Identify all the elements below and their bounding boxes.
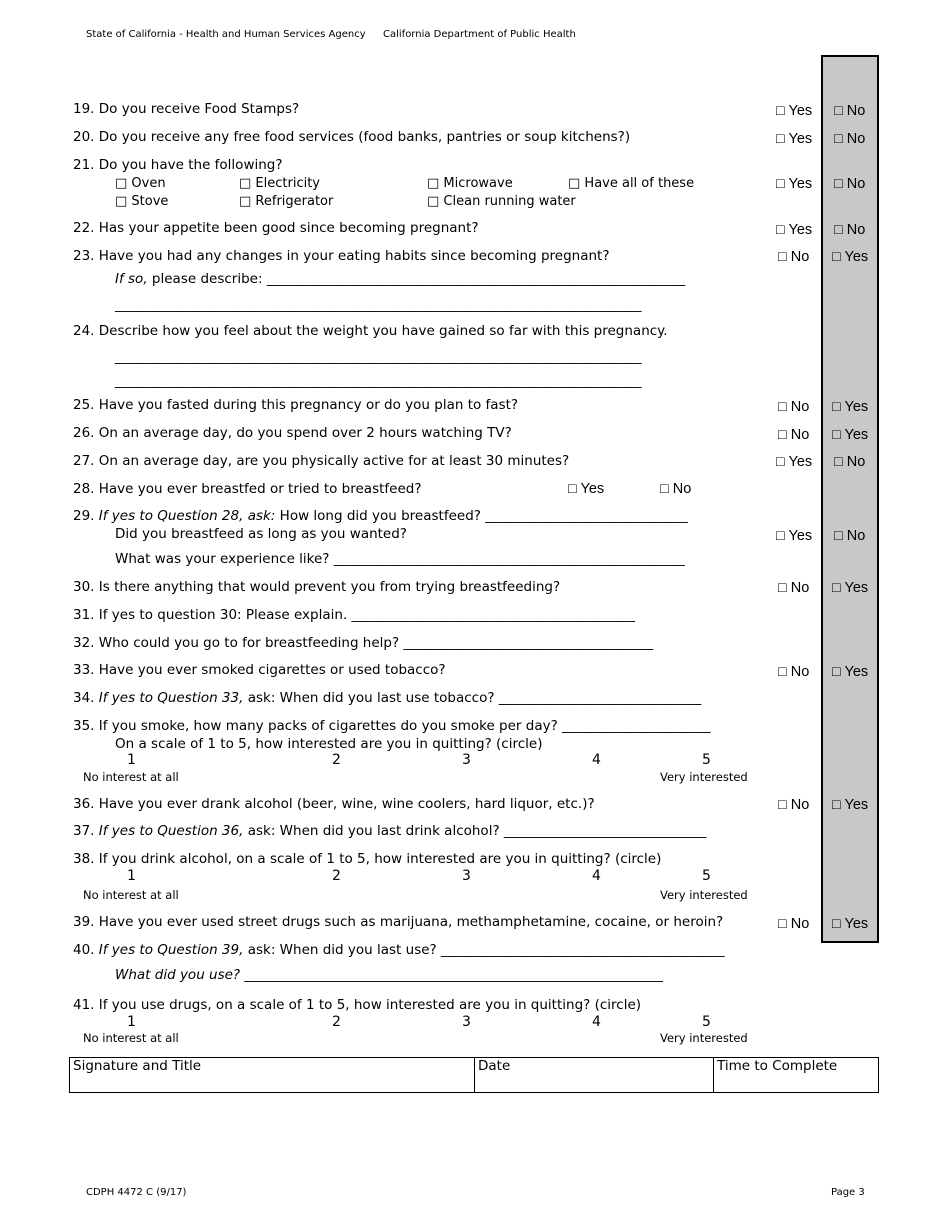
q29-sub-question-2: What was your experience like? ____________________________________________________: [115, 551, 685, 567]
q23-yes-checkbox[interactable]: □ Yes: [832, 249, 869, 265]
q27-yes-checkbox[interactable]: □ Yes: [776, 454, 813, 470]
q35-scale-low-label: No interest at all: [83, 770, 179, 784]
signature-table: [69, 1057, 879, 1093]
q37-text: ask: When did you last drink alcohol? ______________________________: [243, 823, 707, 839]
q35-scale-2[interactable]: 2: [332, 752, 341, 768]
question-32: 32. Who could you go to for breastfeeding help? _____________________________________: [73, 635, 654, 651]
q40-sub-question[interactable]: [115, 967, 663, 983]
question-19: 19. Do you receive Food Stamps?: [73, 101, 300, 117]
q34-number: 34.: [73, 690, 99, 706]
q22-no-checkbox[interactable]: □ No: [834, 222, 866, 238]
q29-text: How long did you breastfeed? ______________________________: [275, 508, 688, 524]
q41-scale-low-label: No interest at all: [83, 1031, 179, 1045]
q23-describe-line[interactable]: [115, 271, 685, 287]
question-28: 28. Have you ever breastfed or tried to breastfeed?: [73, 481, 422, 497]
q38-scale-4[interactable]: 4: [592, 868, 601, 884]
question-24: 24. Describe how you feel about the weight you have gained so far with this pregnancy.: [73, 323, 668, 339]
question-21: 21. Do you have the following?: [73, 157, 283, 173]
q40-number: 40.: [73, 942, 99, 958]
q37-condition: If yes to Question 36,: [98, 823, 244, 839]
q37-number: 37.: [73, 823, 99, 839]
q29-yes-checkbox[interactable]: □ Yes: [776, 528, 813, 544]
question-36: 36. Have you ever drank alcohol (beer, wine, wine coolers, hard liquor, etc.)?: [73, 796, 595, 812]
q35-sub-question: On a scale of 1 to 5, how interested are you in quitting? (circle): [115, 736, 543, 752]
q39-yes-checkbox[interactable]: □ Yes: [832, 916, 869, 932]
q23-describe-text: please describe: ______________________________________________________________: [147, 271, 686, 287]
q29-number: 29.: [73, 508, 99, 524]
q30-yes-checkbox[interactable]: □ Yes: [832, 580, 869, 596]
agency-name: State of California - Health and Human Services Agency: [86, 29, 366, 40]
q34-condition: If yes to Question 33,: [98, 690, 244, 706]
q25-yes-checkbox[interactable]: □ Yes: [832, 399, 869, 415]
q41-scale-4[interactable]: 4: [592, 1014, 601, 1030]
q22-yes-checkbox[interactable]: □ Yes: [776, 222, 813, 238]
q38-scale-high-label: Very interested: [660, 888, 748, 902]
q35-scale-1[interactable]: 1: [127, 752, 136, 768]
q21-all-checkbox[interactable]: □ Have all of these: [568, 176, 695, 191]
q36-no-checkbox[interactable]: □ No: [778, 797, 810, 813]
q29-no-checkbox[interactable]: □ No: [834, 528, 866, 544]
date-cell[interactable]: [474, 1058, 713, 1092]
q23-if-so: If so,: [115, 271, 148, 287]
q30-no-checkbox[interactable]: □ No: [778, 580, 810, 596]
q41-scale-3[interactable]: 3: [462, 1014, 471, 1030]
question-31: 31. If yes to question 30: Please explain. __________________________________________: [73, 607, 636, 623]
q21-yes-checkbox[interactable]: □ Yes: [776, 176, 813, 192]
q19-yes-checkbox[interactable]: □ Yes: [776, 103, 813, 119]
question-27: 27. On an average day, are you physically active for at least 30 minutes?: [73, 453, 570, 469]
q21-no-checkbox[interactable]: □ No: [834, 176, 866, 192]
q33-yes-checkbox[interactable]: □ Yes: [832, 664, 869, 680]
q41-scale-1[interactable]: 1: [127, 1014, 136, 1030]
q25-no-checkbox[interactable]: □ No: [778, 399, 810, 415]
time-to-complete-label: Time to Complete: [717, 1058, 838, 1074]
q29-condition: If yes to Question 28, ask:: [98, 508, 276, 524]
q38-scale-1[interactable]: 1: [127, 868, 136, 884]
q27-no-checkbox[interactable]: □ No: [834, 454, 866, 470]
q20-yes-checkbox[interactable]: □ Yes: [776, 131, 813, 147]
q40-sub-line: ______________________________________________________________: [240, 967, 663, 983]
question-40: [73, 942, 725, 958]
q38-scale-low-label: No interest at all: [83, 888, 179, 902]
q36-yes-checkbox[interactable]: □ Yes: [832, 797, 869, 813]
q38-scale-5[interactable]: 5: [702, 868, 711, 884]
q21-refrigerator-checkbox[interactable]: □ Refrigerator: [239, 194, 334, 209]
time-to-complete-cell[interactable]: [713, 1058, 878, 1092]
question-33: 33. Have you ever smoked cigarettes or used tobacco?: [73, 662, 446, 678]
question-25: 25. Have you fasted during this pregnancy or do you plan to fast?: [73, 397, 519, 413]
form-id: CDPH 4472 C (9/17): [86, 1187, 187, 1198]
signature-label: Signature and Title: [73, 1058, 202, 1074]
q40-condition: If yes to Question 39,: [98, 942, 244, 958]
q38-scale-3[interactable]: 3: [462, 868, 471, 884]
page-number: Page 3: [831, 1187, 865, 1198]
question-34: [73, 690, 701, 706]
q21-stove-checkbox[interactable]: □ Stove: [115, 194, 169, 209]
q39-no-checkbox[interactable]: □ No: [778, 916, 810, 932]
question-35: 35. If you smoke, how many packs of cigarettes do you smoke per day? ______________________: [73, 718, 711, 734]
q24-line-2[interactable]: ______________________________________________________________________________: [115, 373, 642, 389]
question-38: 38. If you drink alcohol, on a scale of 1 to 5, how interested are you in quitting? (circle): [73, 851, 662, 867]
q24-line-1[interactable]: ______________________________________________________________________________: [115, 349, 642, 365]
q28-no-checkbox[interactable]: □ No: [660, 481, 692, 497]
q21-oven-checkbox[interactable]: □ Oven: [115, 176, 166, 191]
q35-scale-5[interactable]: 5: [702, 752, 711, 768]
q40-sub-label: What did you use?: [115, 967, 241, 983]
question-22: 22. Has your appetite been good since becoming pregnant?: [73, 220, 479, 236]
q40-text: ask: When did you last use? __________________________________________: [243, 942, 725, 958]
q34-text: ask: When did you last use tobacco? ______________________________: [243, 690, 702, 706]
question-37: [73, 823, 706, 839]
question-23: 23. Have you had any changes in your eating habits since becoming pregnant?: [73, 248, 610, 264]
q29-sub-question-1: Did you breastfeed as long as you wanted?: [115, 526, 407, 542]
q26-no-checkbox[interactable]: □ No: [778, 427, 810, 443]
question-26: 26. On an average day, do you spend over 2 hours watching TV?: [73, 425, 512, 441]
q35-scale-high-label: Very interested: [660, 770, 748, 784]
question-41: 41. If you use drugs, on a scale of 1 to 5, how interested are you in quitting? (circle): [73, 997, 642, 1013]
department-name: California Department of Public Health: [383, 29, 576, 40]
q21-water-checkbox[interactable]: □ Clean running water: [427, 194, 576, 209]
q41-scale-2[interactable]: 2: [332, 1014, 341, 1030]
question-39: 39. Have you ever used street drugs such as marijuana, methamphetamine, cocaine, or heroin?: [73, 914, 724, 930]
q41-scale-5[interactable]: 5: [702, 1014, 711, 1030]
q35-scale-3[interactable]: 3: [462, 752, 471, 768]
question-20: 20. Do you receive any free food services (food banks, pantries or soup kitchens?): [73, 129, 631, 145]
q28-yes-checkbox[interactable]: □ Yes: [568, 481, 605, 497]
signature-cell[interactable]: [70, 1058, 474, 1092]
q20-no-checkbox[interactable]: □ No: [834, 131, 866, 147]
question-30: 30. Is there anything that would prevent you from trying breastfeeding?: [73, 579, 561, 595]
q38-scale-2[interactable]: 2: [332, 868, 341, 884]
q21-electricity-checkbox[interactable]: □ Electricity: [239, 176, 320, 191]
q41-scale-high-label: Very interested: [660, 1031, 748, 1045]
q35-scale-4[interactable]: 4: [592, 752, 601, 768]
q23-no-checkbox[interactable]: □ No: [778, 249, 810, 265]
date-label: Date: [478, 1058, 511, 1074]
q19-no-checkbox[interactable]: □ No: [834, 103, 866, 119]
question-29: [73, 508, 688, 524]
q33-no-checkbox[interactable]: □ No: [778, 664, 810, 680]
q21-microwave-checkbox[interactable]: □ Microwave: [427, 176, 513, 191]
q26-yes-checkbox[interactable]: □ Yes: [832, 427, 869, 443]
q23-line-2[interactable]: ______________________________________________________________________________: [115, 297, 642, 313]
